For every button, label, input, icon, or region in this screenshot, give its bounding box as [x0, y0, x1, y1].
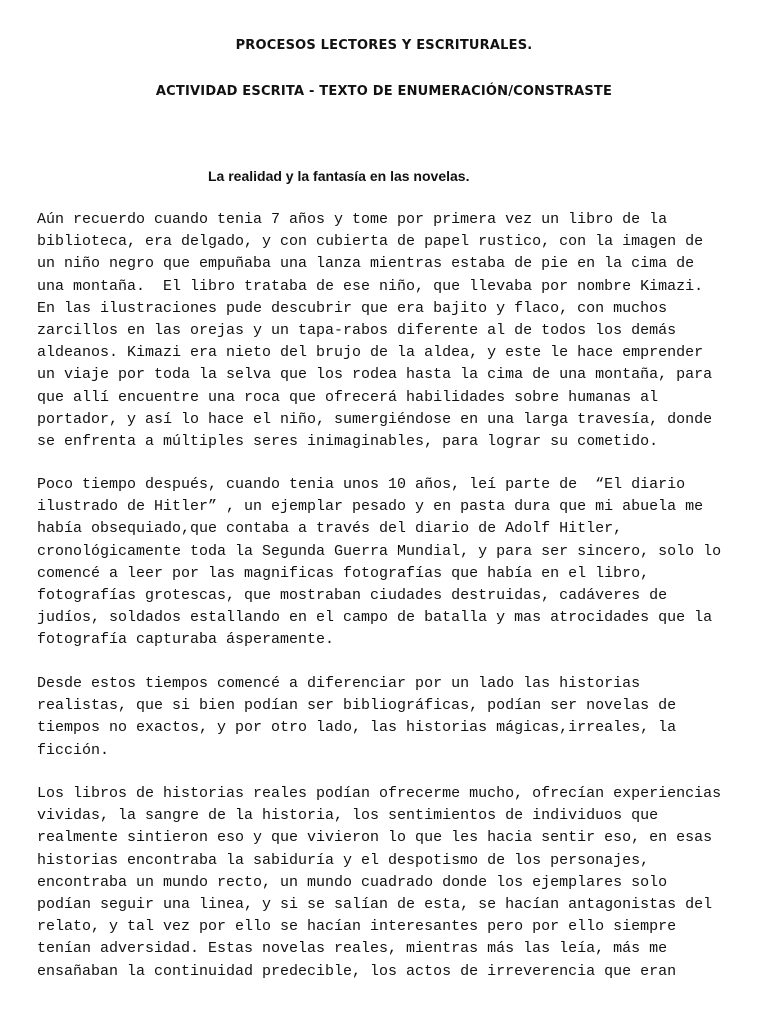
- text-line: se enfrenta a múltiples seres inimaginables, para lograr su cometido.: [37, 433, 659, 451]
- text-line: portador, y así lo hace el niño, sumergiéndose en una larga travesía, donde: [37, 410, 713, 428]
- text-line: Poco tiempo después, cuando tenia unos 10 años, leí parte de “El diario: [37, 476, 686, 493]
- text-line: aldeanos. Kimazi era nieto del brujo de la aldea, y este le hace emprender: [37, 344, 704, 362]
- text-line: tiempos no exactos, y por otro lado, las historias mágicas,irreales, la: [37, 719, 677, 737]
- text-line: zarcillos en las orejas y un tapa-rabos diferente al de todos los demás: [37, 322, 677, 340]
- text-line: vividas, la sangre de la historia, los sentimientos de individuos que: [37, 807, 659, 825]
- text-line: tenían adversidad. Estas novelas reales, mientras más las leía, más me: [37, 940, 668, 958]
- paragraph-1: [37, 209, 737, 453]
- text-line: realmente sintieron eso y que vivieron lo que les hacia sentir eso, en esas: [37, 829, 713, 847]
- text-line: fotografías grotescas, que mostraban ciudades destruidas, cadáveres de: [37, 587, 668, 605]
- text-line: cronológicamente toda la Segunda Guerra Mundial, y para ser sincero, solo lo: [37, 542, 722, 560]
- text-line: En las ilustraciones pude descubrir que era bajito y flaco, con muchos: [37, 299, 668, 317]
- paragraph-4: [37, 783, 737, 983]
- text-line: un niño negro que empuñaba una lanza mientras estaba de pie en la cima de: [37, 255, 695, 273]
- text-line: biblioteca, era delgado, y con cubierta de papel rustico, con la imagen de: [37, 233, 704, 251]
- text-line: un viaje por toda la selva que los rodea hasta la cima de una montaña, para: [37, 366, 713, 384]
- essay-title: La realidad y la fantasía en las novelas.: [208, 168, 470, 184]
- text-line: había obsequiado,que contaba a través del diario de Adolf Hitler,: [37, 520, 623, 538]
- text-line: encontraba un mundo recto, un mundo cuadrado donde los ejemplares solo: [37, 873, 668, 891]
- text-line: historias encontraba la sabiduría y el despotismo de los personajes,: [37, 851, 650, 869]
- text-line: judíos, soldados estallando en el campo de batalla y mas atrocidades que la: [37, 609, 713, 627]
- text-line: ensañaban la continuidad predecible, los actos de irreverencia que eran: [37, 962, 677, 980]
- text-line: podían seguir una linea, y si se salían de esta, se hacían antagonistas del: [37, 896, 713, 914]
- text-line: Los libros de historias reales podían ofrecerme mucho, ofrecían experiencias: [37, 785, 722, 802]
- text-line: ficción.: [37, 741, 110, 759]
- paragraph-2: [37, 474, 737, 652]
- text-line: Desde estos tiempos comencé a diferenciar por un lado las historias: [37, 675, 641, 692]
- text-line: Aún recuerdo cuando tenia 7 años y tome por primera vez un libro de la: [37, 211, 668, 228]
- text-line: ilustrado de Hitler” , un ejemplar pesado y en pasta dura que mi abuela me: [37, 498, 704, 516]
- paragraph-3: [37, 673, 737, 762]
- text-line: fotografía capturaba ásperamente.: [37, 631, 335, 649]
- text-line: una montaña. El libro trataba de ese niño, que llevaba por nombre Kimazi.: [37, 277, 704, 295]
- text-line: que allí encuentre una roca que ofrecerá habilidades sobre humanas al: [37, 388, 659, 406]
- activity-heading: ACTIVIDAD ESCRITA - TEXTO DE ENUMERACIÓN/CONSTRASTE: [155, 84, 613, 99]
- text-line: realistas, que si bien podían ser bibliográficas, podían ser novelas de: [37, 697, 677, 715]
- text-line: relato, y tal vez por ello se hacían interesantes pero por ello siempre: [37, 918, 677, 936]
- text-line: comencé a leer por las magnificas fotografías que había en el libro,: [37, 564, 650, 582]
- document-title: PROCESOS LECTORES Y ESCRITURALES.: [235, 38, 533, 53]
